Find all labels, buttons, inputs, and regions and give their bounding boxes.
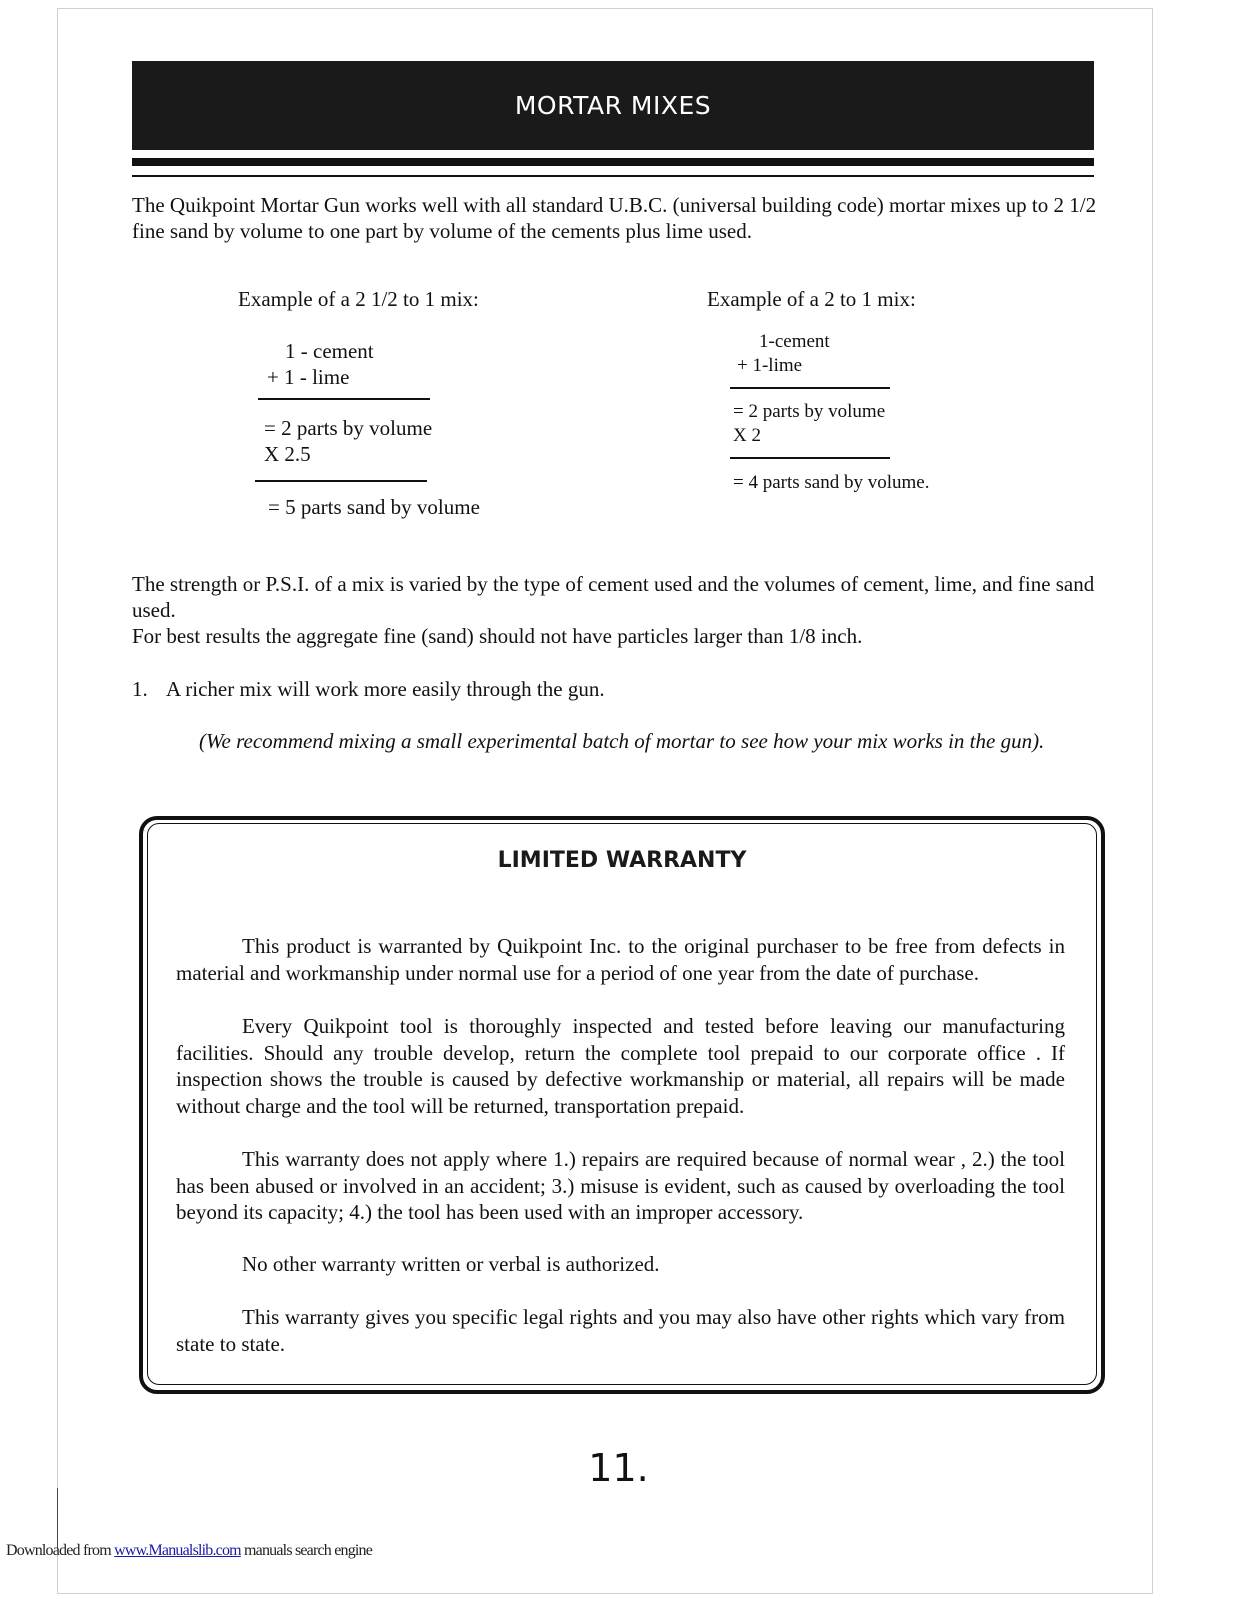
example-left-parts: = 2 parts by volume [264, 416, 433, 440]
section-title: MORTAR MIXES [514, 91, 712, 120]
section-header [132, 61, 1094, 150]
footer-prefix: Downloaded from [6, 1542, 115, 1559]
warranty-paragraph-3: This warranty does not apply where 1.) repairs are required because of normal wear , 2.) the tool has been abused or involved in an accident; 3.) misuse is evident, such as caused by overloading the tool beyond its capacity; 4.) the tool has been used with an improper accessory. [176, 1147, 1065, 1224]
example-right-title: Example of a 2 to 1 mix: [707, 287, 916, 311]
example-left-cement: 1 - cement [285, 339, 374, 363]
warranty-paragraph-4: No other warranty written or verbal is authorized. [242, 1252, 660, 1276]
example-right-cement: 1-cement [759, 331, 830, 352]
example-left-result: = 5 parts sand by volume [268, 495, 480, 519]
intro-line-2: fine sand by volume to one part by volume of the cements plus lime used. [132, 219, 752, 243]
warranty-paragraph-1: This product is warranted by Quikpoint Inc. to the original purchaser to be free from defects in material and workmanship under normal use for a period of one year from the date of purchase. [176, 934, 1065, 985]
page-number: 11. [588, 1446, 649, 1490]
download-footer [6, 1542, 372, 1560]
example-right-parts: = 2 parts by volume [733, 401, 886, 422]
example-right-result: = 4 parts sand by volume. [733, 472, 930, 493]
list-item-text: A richer mix will work more easily through the gun. [166, 677, 605, 701]
footer-suffix: manuals search engine [240, 1542, 373, 1559]
example-left-multiplier: X 2.5 [264, 442, 311, 466]
warranty-paragraph-5: This warranty gives you specific legal rights and you may also have other rights which vary from state to state. [176, 1305, 1065, 1356]
example-right-lime: + 1-lime [737, 355, 803, 376]
example-right-sum-line [730, 387, 890, 389]
example-right-product-line [730, 457, 890, 459]
strength-line-2: used. [132, 598, 176, 622]
warranty-title: LIMITED WARRANTY [497, 848, 747, 873]
manualslib-link[interactable]: www.Manualslib.com [114, 1542, 241, 1559]
example-left-sum-line [258, 398, 430, 400]
header-rule-thick [132, 158, 1094, 166]
strength-line-3: For best results the aggregate fine (sand) should not have particles larger than 1/8 inch. [132, 624, 863, 648]
example-left-lime: + 1 - lime [267, 365, 350, 389]
header-rule-thin [132, 175, 1094, 177]
recommendation-note: (We recommend mixing a small experimental batch of mortar to see how your mix works in the gun). [199, 729, 1045, 753]
strength-line-1: The strength or P.S.I. of a mix is varied by the type of cement used and the volumes of cement, lime, and fine sand [132, 572, 1095, 596]
example-right-multiplier: X 2 [733, 425, 761, 446]
example-left-title: Example of a 2 1/2 to 1 mix: [238, 287, 479, 311]
intro-line-1: The Quikpoint Mortar Gun works well with all standard U.B.C. (universal building code) mortar mixes up to 2 1/2 [132, 193, 1097, 217]
page-edge-mark [57, 1488, 58, 1548]
list-item-number: 1. [132, 677, 148, 701]
example-left-product-line [255, 480, 427, 482]
warranty-paragraph-2: Every Quikpoint tool is thoroughly inspected and tested before leaving our manufacturing facilities. Should any trouble develop, return the complete tool prepaid to our corporate office . If inspection shows the trouble is caused by defective workmanship or material, all repairs will be made without charge and the tool will be returned, transportation prepaid. [176, 1014, 1065, 1118]
